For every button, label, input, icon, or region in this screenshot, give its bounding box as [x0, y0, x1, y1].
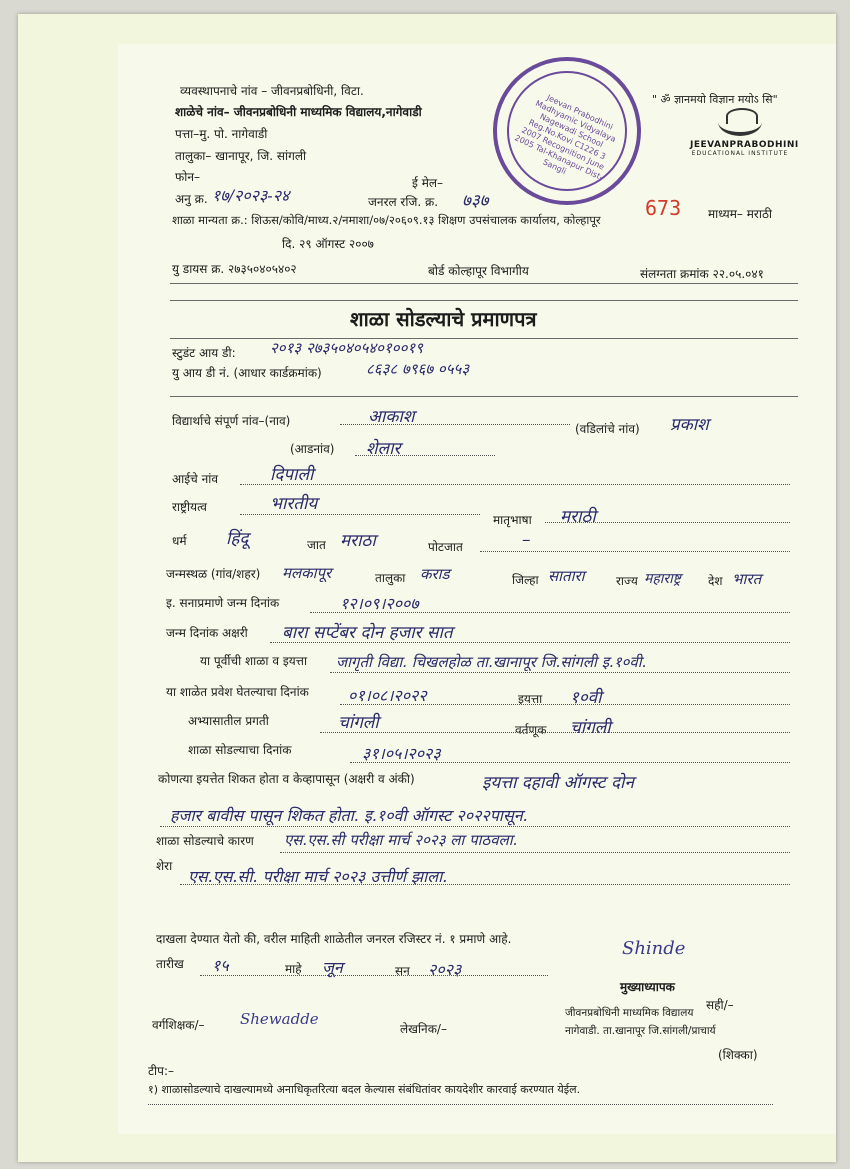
subcaste-label: पोटजात — [428, 540, 463, 554]
school-name: शाळेचे नांव– जीवनप्रबोधिनी माध्यमिक विद्यालय,नागेवाडी — [175, 105, 422, 119]
leaving-date-label: शाळा सोडल्याचा दिनांक — [188, 743, 292, 757]
caste-value: मराठा — [340, 531, 376, 551]
certificate-title: शाळा सोडल्याचे प्रमाणपत्र — [350, 307, 537, 331]
motto: " ॐ ज्ञानमयो विज्ञान मयोऽ सि" — [652, 93, 778, 106]
red-serial-number: 673 — [645, 196, 682, 220]
tongue-label: मातृभाषा — [493, 513, 532, 527]
udise-number: यु डायस क्र. २७३५०४०५४०२ — [172, 262, 297, 276]
admission-label: या शाळेत प्रवेश घेतल्याचा दिनांक — [166, 685, 309, 699]
register-label: जनरल रजि. क्र. — [368, 195, 439, 209]
school-taluka: तालुका– खानापूर, जि. सांगली — [175, 149, 307, 163]
studying-value-1: इयत्ता दहावी ऑगस्ट दोन — [482, 773, 634, 793]
medium: माध्यम– मराठी — [708, 207, 773, 221]
birth-taluka-label: तालुका — [375, 571, 406, 585]
religion-value: हिंदू — [226, 529, 249, 549]
date-value: १५ — [212, 956, 229, 975]
principal-school: जीवनप्रबोधिनी माध्यमिक विद्यालय — [565, 1007, 694, 1019]
uid-label: यु आय डी नं. (आधार कार्डक्रमांक) — [172, 366, 322, 380]
recognition: शाळा मान्यता क्र.: शिऊस/कोवि/माध्य.२/नमाशा/०७/२०६०९.१३ शिक्षण उपसंचालक कार्यालय, कोल्हापूर — [172, 213, 601, 227]
seal-label: (शिक्का) — [718, 1048, 758, 1062]
certify-statement: दाखला देण्यात येतो की, वरील माहिती शाळेतील जनरल रजिस्टर नं. १ प्रमाणे आहे. — [156, 932, 512, 946]
recognition-date: दि. २९ ऑगस्ट २००७ — [282, 237, 374, 251]
remark-label: शेरा — [156, 859, 173, 873]
class-teacher-label: वर्गशिक्षक/– — [152, 1018, 205, 1032]
mother-value: दिपाली — [270, 465, 314, 485]
title-divider — [170, 338, 798, 339]
subcaste-value: – — [522, 530, 531, 550]
class-teacher-signature: Shewadde — [240, 1010, 319, 1028]
year-label: सन — [395, 964, 410, 978]
email-label: ई मेल– — [412, 176, 444, 190]
date-label: तारीख — [156, 957, 184, 971]
name-value: आकाश — [368, 407, 415, 427]
surname-label: (आडनांव) — [290, 442, 335, 456]
uid-value: ८६३८ ७९६७ ०५५३ — [366, 360, 470, 378]
father-value: प्रकाश — [670, 415, 709, 435]
ids-divider — [170, 396, 798, 397]
principal-signature: Shinde — [622, 938, 686, 959]
religion-label: धर्म — [172, 534, 187, 548]
board: बोर्ड कोल्हापूर विभागीय — [428, 264, 529, 278]
studying-value-2: हजार बावीस पासून शिकत होता. इ.१०वी ऑगस्ट २०२२पासून. — [170, 806, 528, 825]
state-value: महाराष्ट्र — [644, 571, 681, 587]
name-label: विद्यार्थाचे संपूर्ण नांव–(नाव) — [172, 414, 291, 428]
student-id-value: २०१३ २७३५०४०५४०१००१९ — [270, 339, 423, 357]
serial-label: अनु क्र. — [175, 192, 208, 206]
birthplace-label: जन्मस्थळ (गांव/शहर) — [166, 567, 261, 581]
mother-label: आईचे नांव — [172, 472, 219, 486]
register-value: ७३७ — [462, 191, 489, 211]
nationality-value: भारतीय — [270, 494, 318, 514]
header-divider — [170, 283, 798, 284]
district-value: सातारा — [548, 567, 585, 585]
affiliation: संलग्नता क्रमांक २२.०५.०४१ — [640, 267, 764, 281]
dob-words-label: जन्म दिनांक अक्षरी — [166, 626, 248, 640]
header-divider-2 — [170, 300, 798, 301]
principal-title: मुख्याध्यापक — [620, 980, 675, 994]
nationality-label: राष्ट्रीयत्व — [172, 500, 207, 514]
principal-place: नागेवाडी. ता.खानापूर जि.सांगली/प्राचार्य — [565, 1025, 716, 1037]
month-value: जून — [322, 958, 343, 977]
father-label: (वडिलांचे नांव) — [575, 422, 640, 436]
surname-value: शेलार — [366, 439, 401, 459]
school-address: पत्ता–मु. पो. नागेवाडी — [175, 127, 268, 141]
conduct-value: चांगली — [570, 718, 611, 738]
country-value: भारत — [732, 570, 762, 588]
reason-value: एस.एस.सी परीक्षा मार्च २०२३ ला पाठवला. — [284, 831, 518, 849]
birth-taluka-value: कराड — [420, 565, 450, 583]
birthplace-value: मलकापूर — [282, 564, 332, 582]
book-icon — [718, 108, 762, 136]
jeevanprabodhini-logo: JEEVANPRABODHINI EDUCATIONAL INSTITUTE — [690, 108, 790, 157]
country-label: देश — [708, 574, 723, 588]
dob-value: १२।०९।२००७ — [340, 594, 419, 613]
student-id-label: स्टुडंट आय डी: — [172, 346, 236, 360]
prev-school-label: या पूर्वीची शाळा व इयत्ता — [200, 654, 308, 668]
dob-label: इ. सनाप्रमाणे जन्म दिनांक — [166, 596, 280, 610]
month-label: माहे — [285, 962, 302, 976]
dob-words-value: बारा सप्टेंबर दोन हजार सात — [282, 623, 453, 643]
district-label: जिल्हा — [512, 573, 539, 587]
caste-label: जात — [307, 538, 326, 552]
clerk-label: लेखनिक/– — [400, 1022, 447, 1036]
prev-school-value: जागृती विद्या. चिखलहोळ ता.खानापूर जि.सांगली इ.१०वी. — [336, 653, 647, 671]
phone-label: फोन– — [175, 170, 201, 184]
leaving-date-value: ३१।०५।२०२३ — [362, 744, 441, 763]
remark-value: एस.एस.सी. परीक्षा मार्च २०२३ उत्तीर्ण झाला. — [188, 867, 448, 886]
std-value: १०वी — [570, 688, 602, 708]
reason-label: शाळा सोडल्याचे कारण — [156, 834, 254, 848]
note-label: टीप:– — [148, 1064, 175, 1078]
progress-label: अभ्यासातील प्रगती — [188, 714, 269, 728]
tongue-value: मराठी — [560, 507, 596, 527]
std-label: इयत्ता — [518, 692, 543, 706]
progress-value: चांगली — [338, 713, 379, 733]
studying-label: कोणत्या इयत्तेत शिकत होता व केव्हापासून (अक्षरी व अंकी) — [158, 772, 415, 786]
admission-value: ०१।०८।२०२२ — [348, 686, 427, 705]
note-text: १) शाळासोडल्याचे दाखल्यामध्ये अनाधिकृतरित्या बदल केल्यास संबंधितांवर कायदेशीर कारवाई करण्यात येईल. — [148, 1083, 581, 1096]
school-stamp: Jeevan Prabodhini Madhyamic Vidyalaya Nagewadi School Reg.No.Kovi C1226 3 2007 Recognition June 2005 Tal-Khanapur Dist-Sangli — [493, 57, 641, 205]
serial-value: १७/२०२३-२४ — [212, 186, 290, 205]
signed-label: सही/– — [706, 998, 734, 1012]
year-value: २०२३ — [428, 960, 462, 979]
state-label: राज्य — [616, 574, 638, 588]
conduct-label: वर्तणूक — [515, 723, 547, 737]
management-name: व्यवस्थापनाचे नांव – जीवनप्रबोधिनी, विटा. — [180, 84, 364, 98]
